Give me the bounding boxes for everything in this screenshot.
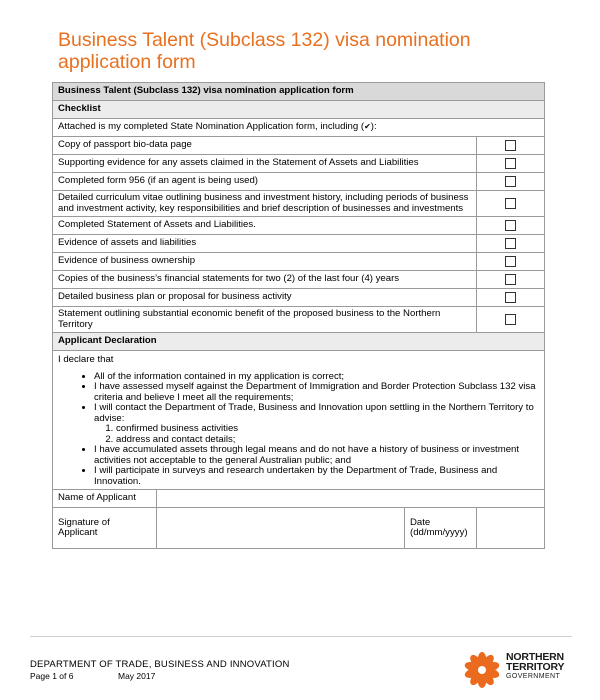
declaration-sublist [94,424,539,445]
name-label: Name of Applicant [53,490,157,508]
name-field[interactable] [157,490,545,508]
checklist-checkbox-cell[interactable] [477,191,545,217]
logo-text-territory: TERRITORY [506,661,565,673]
application-form-table [52,82,545,549]
checklist-item-label: Detailed curriculum vitae outlining business and investment history, including periods of business and investment activity, key responsibilities and brief description of businesses and investments [53,191,477,217]
checklist-checkbox-cell[interactable] [477,235,545,253]
checkbox[interactable] [505,256,516,267]
declaration-item: • I have accumulated assets through legal means and do not have a history of business or investment activities not acceptable to the general Australian public; and [94,445,539,466]
declaration-subitem: 1. confirmed business activities [116,424,539,435]
checklist-checkbox-cell[interactable] [477,137,545,155]
page-title: Business Talent (Subclass 132) visa nomination application form [58,29,471,73]
checkbox[interactable] [505,220,516,231]
checklist-item-label: Completed Statement of Assets and Liabilities. [53,217,477,235]
footer-divider [30,636,572,637]
logo-text-government: GOVERNMENT [506,673,561,680]
form-heading: Business Talent (Subclass 132) visa nomination application form [53,83,545,101]
checklist-item-label: Supporting evidence for any assets claimed in the Statement of Assets and Liabilities [53,155,477,173]
declaration-intro: I declare that [58,354,114,365]
checkbox[interactable] [505,158,516,169]
checklist-checkbox-cell[interactable] [477,271,545,289]
checklist-checkbox-cell[interactable] [477,155,545,173]
signature-field[interactable] [157,508,405,549]
checkbox[interactable] [505,198,516,209]
footer-department: DEPARTMENT OF TRADE, BUSINESS AND INNOVATION [30,659,290,670]
date-label: Date (dd/mm/yyyy) [405,508,477,549]
checklist-intro: Attached is my completed State Nomination Application form, including (✔): [53,119,545,137]
date-field[interactable] [477,508,545,549]
checklist-item-label: Evidence of assets and liabilities [53,235,477,253]
checkbox[interactable] [505,238,516,249]
declaration-item: • All of the information contained in my application is correct; [94,372,539,383]
declaration-item: • I will participate in surveys and research undertaken by the Department of Trade, Business and Innovation. [94,466,539,487]
checklist-row [53,253,545,271]
checklist-item-label: Completed form 956 (if an agent is being used) [53,173,477,191]
checkmark-icon: ✔ [364,122,371,132]
checklist-row [53,289,545,307]
checklist-item-label: Evidence of business ownership [53,253,477,271]
declaration-heading: Applicant Declaration [53,333,545,351]
footer-date: May 2017 [118,671,156,681]
declaration-list [58,372,539,488]
declaration-item: • I have assessed myself against the Department of Immigration and Border Protection Subclass 132 visa criteria and believe I meet all the requirements; [94,382,539,403]
checkbox[interactable] [505,176,516,187]
checklist-item-label: Copy of passport bio-data page [53,137,477,155]
declaration-text [53,351,545,490]
checklist-row [53,191,545,217]
checkbox[interactable] [505,140,516,151]
declaration-subitem: 2. address and contact details; [116,435,539,446]
checklist-row [53,137,545,155]
checklist-item-label: Statement outlining substantial economic benefit of the proposed business to the Northern Territory [53,307,477,333]
checklist-row [53,307,545,333]
checklist-checkbox-cell[interactable] [477,217,545,235]
checklist-checkbox-cell[interactable] [477,173,545,191]
nt-flower-icon [462,650,502,690]
checklist-row [53,217,545,235]
checklist-row [53,155,545,173]
page-number: Page 1 of 6 [30,671,74,681]
checklist-heading: Checklist [53,101,545,119]
nt-government-logo [462,650,577,690]
declaration-item: • I will contact the Department of Trade, Business and Innovation upon settling in the Northern Territory to advise: 1. confirmed business activities 2. address and contact details; [94,403,539,445]
checklist-checkbox-cell[interactable] [477,307,545,333]
checklist-row [53,271,545,289]
checklist-row [53,235,545,253]
checklist-checkbox-cell[interactable] [477,289,545,307]
footer-page-info [30,671,155,681]
checkbox[interactable] [505,274,516,285]
checkbox[interactable] [505,292,516,303]
checklist-checkbox-cell[interactable] [477,253,545,271]
checkbox[interactable] [505,314,516,325]
checklist-item-label: Copies of the business’s financial statements for two (2) of the last four (4) years [53,271,477,289]
checklist-item-label: Detailed business plan or proposal for business activity [53,289,477,307]
checklist-row [53,173,545,191]
logo-text-northern: NORTHERN [506,651,564,663]
signature-label: Signature of Applicant [53,508,157,549]
